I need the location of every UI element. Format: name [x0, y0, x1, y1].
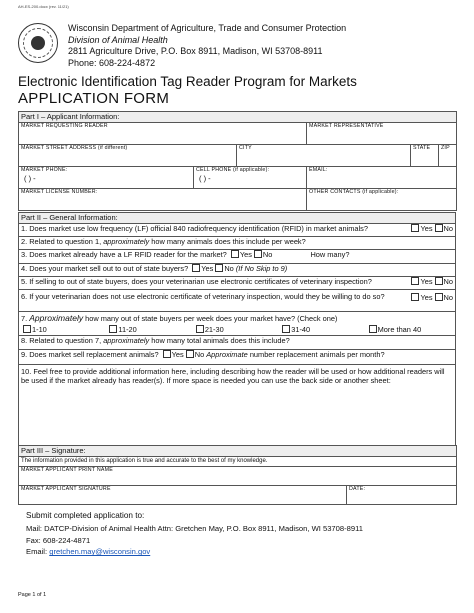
license-field[interactable]: MARKET LICENSE NUMBER:: [19, 189, 307, 211]
part2-heading: Part II – General Information:: [19, 213, 456, 224]
q9-yes-checkbox[interactable]: [163, 350, 171, 358]
form-code: AH-ES-200.docx (rev. 11/21): [18, 4, 69, 9]
q7-option-4-checkbox[interactable]: [282, 325, 290, 333]
q7-option-2-checkbox[interactable]: [109, 325, 117, 333]
part2-table: [18, 212, 456, 452]
agency-phone: Phone: 608-224-4872: [68, 57, 156, 68]
q7-option-5-checkbox[interactable]: [369, 325, 377, 333]
agency-name: Wisconsin Department of Agriculture, Trade and Consumer Protection: [68, 23, 347, 33]
email-field[interactable]: EMAIL:: [307, 167, 457, 189]
q3-how-many: How many?: [310, 250, 350, 259]
state-field[interactable]: STATE: [411, 145, 439, 167]
division-name: Division of Animal Health: [68, 34, 168, 45]
q1-yes-checkbox[interactable]: [411, 224, 419, 232]
submit-mail: Mail: DATCP-Division of Animal Health Attn: Gretchen May, P.O. Box 8911, Madison, WI 53708-8911: [26, 523, 363, 533]
question-1: 1. Does market use low frequency (LF) official 840 radiofrequency identification (RFID) in market animals? Yes No: [19, 224, 456, 237]
question-7: 7. Approximately how many out of state buyers per week does your market have? (Check one) 1-10 11-20 21-30 31-40 More than 40: [19, 312, 456, 336]
submit-email-label: Email:: [26, 547, 48, 557]
part3-heading: Part III – Signature:: [19, 446, 457, 457]
question-8[interactable]: 8. Related to question 7, approximately how many total animals does this include?: [19, 336, 456, 350]
cell-phone-field[interactable]: CELL PHONE (if applicable): ( ) -: [194, 167, 307, 189]
q1-no-checkbox[interactable]: [435, 224, 443, 232]
zip-field[interactable]: ZIP: [439, 145, 457, 167]
submit-email-link[interactable]: gretchen.may@wisconsin.gov: [49, 547, 151, 557]
street-field[interactable]: MARKET STREET ADDRESS (if different): [19, 145, 237, 167]
part1-table: [18, 111, 457, 211]
q7-option-3-checkbox[interactable]: [196, 325, 204, 333]
market-reader-field[interactable]: MARKET REQUESTING READER: [19, 123, 307, 145]
agency-block: [68, 23, 346, 69]
q5-yes-checkbox[interactable]: [411, 277, 419, 285]
q9-no-checkbox[interactable]: [186, 350, 194, 358]
market-phone-field[interactable]: MARKET PHONE: ( ) -: [19, 167, 194, 189]
state-seal-icon: [18, 23, 58, 63]
certification-statement: The information provided in this application is true and accurate to the best of my knowledge.: [19, 457, 457, 467]
city-field[interactable]: CITY: [237, 145, 411, 167]
part3-table: [18, 445, 457, 505]
print-name-field[interactable]: MARKET APPLICANT PRINT NAME: [19, 467, 457, 486]
question-4: 4. Does your market sell out to out of state buyers? Yes No (If No Skip to 9): [19, 264, 456, 277]
agency-address: 2811 Agriculture Drive, P.O. Box 8911, Madison, WI 53708-8911: [68, 46, 323, 56]
question-6: 6. If your veterinarian does not use electronic certificate of veterinary inspection, would they be willing to do so? Yes No: [19, 290, 456, 312]
question-2[interactable]: 2. Related to question 1, approximately how many animals does this include per week?: [19, 237, 456, 250]
form-subtitle: APPLICATION FORM: [18, 90, 170, 107]
submission-block: [26, 510, 363, 558]
part1-heading: Part I – Applicant Information:: [19, 112, 457, 123]
q6-no-checkbox[interactable]: [435, 293, 443, 301]
submit-heading: Submit completed application to:: [26, 511, 145, 520]
signature-field[interactable]: MARKET APPLICANT SIGNATURE: [19, 486, 347, 505]
market-rep-field[interactable]: MARKET REPRESENTATIVE: [307, 123, 457, 145]
question-10[interactable]: 10. Feel free to provide additional information here, including describing how the reader will be used or how additional readers will be used if the market already has reader(s). If more space is needed you can use the back side or another sheet:: [19, 365, 456, 452]
q4-yes-checkbox[interactable]: [192, 264, 200, 272]
q5-no-checkbox[interactable]: [435, 277, 443, 285]
other-contacts-field[interactable]: OTHER CONTACTS (if applicable):: [307, 189, 457, 211]
date-field[interactable]: DATE:: [347, 486, 457, 505]
q4-no-checkbox[interactable]: [215, 264, 223, 272]
q3-no-checkbox[interactable]: [254, 250, 262, 258]
q7-option-1-checkbox[interactable]: [23, 325, 31, 333]
submit-fax: Fax: 608-224-4871: [26, 535, 91, 545]
question-5: 5. If selling to out of state buyers, does your veterinarian use electronic certificates of veterinary inspection? Yes No: [19, 277, 456, 290]
question-3: 3. Does market already have a LF RFID reader for the market? Yes No How many?: [19, 250, 456, 264]
question-9: 9. Does market sell replacement animals? Yes No Approximate number replacement animals per month?: [19, 350, 456, 365]
q6-yes-checkbox[interactable]: [411, 293, 419, 301]
q3-yes-checkbox[interactable]: [231, 250, 239, 258]
form-title: Electronic Identification Tag Reader Program for Markets: [18, 74, 357, 89]
page-number: Page 1 of 1: [18, 592, 47, 598]
